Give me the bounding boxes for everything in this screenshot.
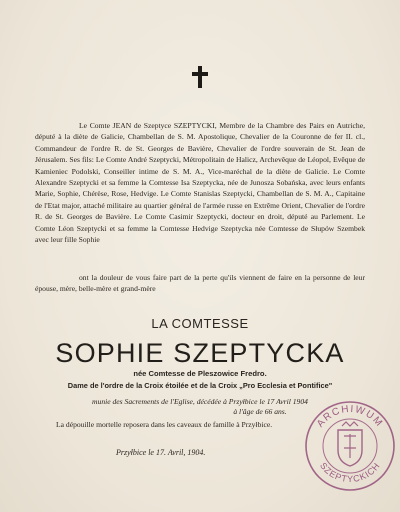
title-comtesse: LA COMTESSE [151, 316, 249, 331]
place-date-line: Przyłbice le 17. Avril, 1904. [116, 448, 206, 457]
death-details-line-2: à l'âge de 66 ans. [233, 407, 287, 416]
honors-line: Dame de l'ordre de la Croix étoilée et de la Croix „Pro Ecclesia et Pontifice" [67, 381, 333, 390]
stamp-text-bottom: SZEPTYCKICH [317, 460, 383, 485]
death-details-line-1: munie des Sacrements de l'Eglise, décédée à Przyłbice le 17 Avril 1904 [92, 397, 308, 406]
maiden-name-line: née Comtesse de Pleszowice Fredro. [133, 369, 267, 378]
coat-of-arms-icon [338, 422, 362, 466]
family-list-paragraph: Le Comte JEAN de Szeptyce SZEPTYCKI, Membre de la Chambre des Pairs en Autriche, député à la diète de Galicie, Chambellan de S. M. Apostolique, Chevalier de la Couronne de fer II. cl., Commandeur de l'ordre R. de St. Georges de Bavière, Chevalier de l'ordre souverain de St. Jean de Jérusalem. Ses fils: Le Comte André Szeptycki, Métropolitain de Halicz, Archevêque de Léopol, Evêque de Kamieniec Podolski, Conseiller intime de S. M. A., Vice-maréchal de la diète de Galicie. Le Comte Alexandre Szeptycki et sa femme la Comtesse Isa Szeptycka, née de Junosza Sobańska, avec leurs enfants Marie, Sophie, Chérèse, Rose, Hedvige. Le Comte Stanislas Szeptycki, Chambellan de S. M. A., Capitaine de l'Etat major, attaché militaire au quartier général de l'armée russe en Extrême Orient, Chevalier de l'ordre R. de St. Georges de Bavière. Le Comte Casimir Szeptycki, docteur en droit, député au Parlement. Le Comte Léon Szeptycki et sa femme la Comtesse Hedvige Szeptycka née Comtesse de Słupów Szembek avec leur fille Sophie [35, 121, 365, 245]
stamp-text-top: ARCHIWUM [314, 403, 386, 430]
svg-text:SZEPTYCKICH [318, 461, 382, 484]
archive-stamp [304, 400, 396, 492]
burial-line: La dépouille mortelle reposera dans les caveaux de famille à Przyłbice. [56, 420, 273, 429]
cross-icon [192, 66, 208, 88]
deceased-name-heading: SOPHIE SZEPTYCKA [55, 338, 345, 368]
mourning-paragraph: ont la douleur de vous faire part de la perte qu'ils viennent de faire en la personne de leur épouse, mère, belle-mère et grand-mère [35, 273, 365, 294]
